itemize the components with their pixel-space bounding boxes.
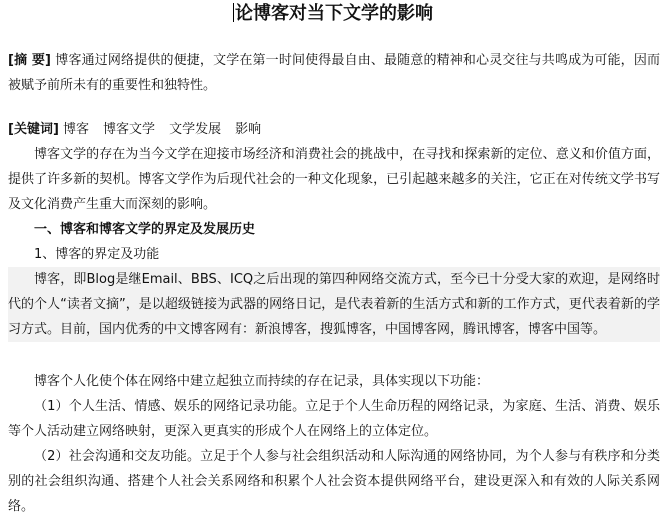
keyword-item: 博客 — [63, 122, 90, 137]
document-title-row — [0, 2, 666, 26]
keywords-paragraph — [8, 117, 660, 142]
keyword-item: 文学发展 — [169, 122, 222, 137]
definition-paragraph: 博客，即Blog是继Email、BBS、ICQ之后出现的第四种网络交流方式，至今已十分受大家的欢迎，是网络时代的个人“读者文摘”，是以超级链接为武器的网络日记，是代表着新的生活方式和新的工作方式，更代表着新的学习方式。目前，国内优秀的中文博客网有：新浪博客，搜狐博客，中国博客网，腾讯博客，博客中国等。 — [8, 267, 660, 342]
abstract-text: 博客通过网络提供的便捷，文学在第一时间使得最自由、最随意的精神和心灵交往与共鸣成为可能，因而被赋予前所未有的重要性和独特性。 — [8, 53, 660, 93]
functions-intro-paragraph: 博客个人化使个体在网络中建立起独立而持续的存在记录，具体实现以下功能： — [34, 374, 490, 389]
section-heading: 一、博客和博客文学的界定及发展历史 — [34, 222, 256, 237]
keyword-item: 博客文学 — [103, 122, 156, 137]
intro-paragraph: 博客文学的存在为当今文学在迎接市场经济和消费社会的挑战中，在寻找和探索新的定位、意义和价值方面，提供了许多新的契机。博客文学作为后现代社会的一种文化现象，已引起越来越多的关注，它正在对传统文学书写及文化消费产生重大而深刻的影响。 — [8, 147, 660, 212]
abstract-paragraph — [8, 48, 660, 98]
document-title: 论博客对当下文学的影响 — [235, 3, 433, 24]
text-cursor — [233, 3, 234, 22]
function-item-2: （2）社会沟通和交友功能。立足于个人参与社会组织活动和人际沟通的网络协同，为个人参与有秩序和分类别的社会组织沟通、搭建个人社会关系网络和积累个人社会资本提供网络平台，建设更深入和有效的人际关系网络。 — [8, 449, 660, 514]
keywords-label: [关键词] — [8, 122, 59, 137]
function-item-1: （1）个人生活、情感、娱乐的网络记录功能。立足于个人生命历程的网络记录，为家庭、生活、消费、娱乐等个人活动建立网络映射，更深入更真实的形成个人在网络上的立体定位。 — [8, 399, 660, 439]
keyword-item: 影响 — [235, 122, 262, 137]
abstract-label: [摘 要] — [8, 53, 52, 68]
subsection-heading: 1、博客的界定及功能 — [34, 247, 160, 262]
